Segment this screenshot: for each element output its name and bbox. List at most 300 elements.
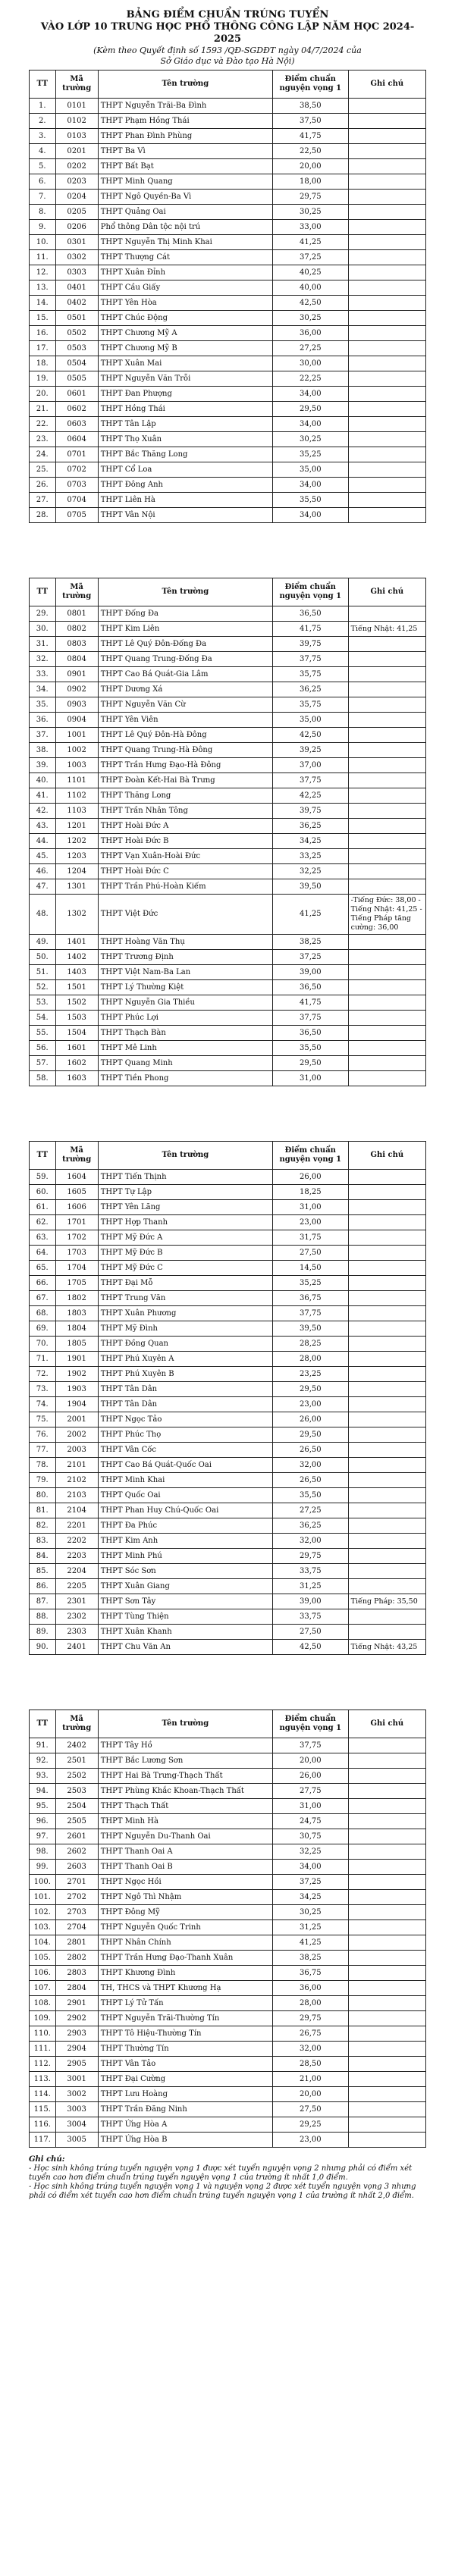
school-name: THPT Phúc Thọ	[98, 1427, 272, 1443]
table-row	[30, 1230, 426, 1246]
cutoff-score: 40,25	[272, 265, 348, 280]
school-name: THPT Nguyễn Thị Minh Khai	[98, 235, 272, 250]
score-table	[29, 1141, 426, 1655]
row-note	[348, 296, 425, 311]
school-name: THPT Phùng Khắc Khoan-Thạch Thất	[98, 1784, 272, 1799]
school-name: THPT Việt Nam-Ba Lan	[98, 965, 272, 980]
row-number: 65.	[30, 1261, 56, 1276]
cutoff-score: 18,00	[272, 174, 348, 190]
cutoff-score: 31,75	[272, 1230, 348, 1246]
row-note	[348, 1981, 425, 1996]
cutoff-score: 29,50	[272, 1382, 348, 1397]
cutoff-score: 35,00	[272, 462, 348, 478]
school-name: THPT Tự Lập	[98, 1185, 272, 1200]
cutoff-score: 31,00	[272, 1071, 348, 1086]
cutoff-score: 42,25	[272, 788, 348, 804]
school-name: THPT Quốc Oai	[98, 1488, 272, 1503]
school-name: THPT Kim Anh	[98, 1534, 272, 1549]
school-name: THPT Xuân Khanh	[98, 1625, 272, 1640]
school-name: THPT Nhân Chính	[98, 1935, 272, 1951]
row-note: Tiếng Nhật: 41,25	[348, 622, 425, 637]
row-note	[348, 1321, 425, 1337]
school-code: 2204	[55, 1564, 98, 1579]
school-code: 2202	[55, 1534, 98, 1549]
table-row	[30, 1352, 426, 1367]
table-row	[30, 1549, 426, 1564]
school-code: 0201	[55, 144, 98, 159]
cutoff-score: 36,50	[272, 980, 348, 995]
cutoff-score: 32,25	[272, 1844, 348, 1860]
school-name: THPT Thạch Thất	[98, 1799, 272, 1814]
row-note	[348, 432, 425, 447]
row-note	[348, 1337, 425, 1352]
school-name: THPT Trần Phú-Hoàn Kiếm	[98, 879, 272, 895]
cutoff-score: 36,75	[272, 1966, 348, 1981]
row-number: 54.	[30, 1011, 56, 1026]
row-number: 78.	[30, 1458, 56, 1473]
row-note	[348, 1966, 425, 1981]
school-code: 2402	[55, 1738, 98, 1753]
school-code: 0302	[55, 250, 98, 265]
school-name: Phổ thông Dân tộc nội trú	[98, 220, 272, 235]
table-row	[30, 129, 426, 144]
cutoff-score: 27,50	[272, 2102, 348, 2117]
school-name: THPT Vạn Xuân-Hoài Đức	[98, 849, 272, 864]
row-number: 105.	[30, 1951, 56, 1966]
table-row	[30, 235, 426, 250]
row-note	[348, 1352, 425, 1367]
school-name: THPT Xuân Mai	[98, 356, 272, 371]
row-note	[348, 478, 425, 493]
row-number: 12.	[30, 265, 56, 280]
school-name: THPT Chương Mỹ A	[98, 326, 272, 341]
school-code: 1704	[55, 1261, 98, 1276]
row-number: 55.	[30, 1026, 56, 1041]
school-code: 1403	[55, 965, 98, 980]
cutoff-score: 35,75	[272, 667, 348, 682]
row-note	[348, 1844, 425, 1860]
table-row	[30, 622, 426, 637]
table-row	[30, 788, 426, 804]
table-row	[30, 1579, 426, 1594]
cutoff-score: 29,75	[272, 2011, 348, 2026]
row-note	[348, 114, 425, 129]
row-number: 72.	[30, 1367, 56, 1382]
row-number: 60.	[30, 1185, 56, 1200]
cutoff-score: 36,50	[272, 606, 348, 622]
school-name: THPT Đại Cường	[98, 2072, 272, 2087]
row-note	[348, 1609, 425, 1625]
row-number: 116.	[30, 2117, 56, 2133]
row-note	[348, 2011, 425, 2026]
table-row	[30, 265, 426, 280]
table-row	[30, 1951, 426, 1966]
row-note	[348, 1056, 425, 1071]
cutoff-score: 37,50	[272, 114, 348, 129]
row-number: 106.	[30, 1966, 56, 1981]
school-code: 3004	[55, 2117, 98, 2133]
table-row	[30, 1427, 426, 1443]
row-number: 104.	[30, 1935, 56, 1951]
row-note	[348, 1951, 425, 1966]
cutoff-score: 37,75	[272, 1738, 348, 1753]
cutoff-score: 33,75	[272, 1609, 348, 1625]
table-row	[30, 995, 426, 1011]
table-row	[30, 1056, 426, 1071]
school-code: 2302	[55, 1609, 98, 1625]
row-note	[348, 1011, 425, 1026]
cutoff-score: 35,25	[272, 1276, 348, 1291]
row-number: 49.	[30, 935, 56, 950]
document-header	[29, 9, 426, 67]
row-note	[348, 356, 425, 371]
row-number: 85.	[30, 1564, 56, 1579]
school-code: 0103	[55, 129, 98, 144]
row-note	[348, 326, 425, 341]
school-name: THPT Bắc Thăng Long	[98, 447, 272, 462]
school-name: THPT Lê Quý Đôn-Hà Đông	[98, 728, 272, 743]
table-row	[30, 864, 426, 879]
row-note	[348, 1473, 425, 1488]
school-code: 0601	[55, 387, 98, 402]
school-code: 1601	[55, 1041, 98, 1056]
row-note	[348, 1412, 425, 1427]
row-number: 18.	[30, 356, 56, 371]
school-name: THPT Hai Bà Trưng-Thạch Thất	[98, 1769, 272, 1784]
table-row	[30, 1875, 426, 1890]
row-note	[348, 1518, 425, 1534]
row-note	[348, 1367, 425, 1382]
row-note	[348, 606, 425, 622]
score-table-block	[29, 1709, 426, 2148]
column-header-school-name: Tên trường	[98, 1142, 272, 1170]
row-note	[348, 190, 425, 205]
table-row	[30, 462, 426, 478]
school-name: THPT Bất Bạt	[98, 159, 272, 174]
row-number: 40.	[30, 773, 56, 788]
row-note	[348, 849, 425, 864]
table-row	[30, 1981, 426, 1996]
row-note	[348, 864, 425, 879]
row-number: 2.	[30, 114, 56, 129]
row-number: 90.	[30, 1640, 56, 1655]
row-number: 93.	[30, 1769, 56, 1784]
table-row	[30, 1473, 426, 1488]
school-name: THPT Mỹ Đức C	[98, 1261, 272, 1276]
cutoff-score: 28,50	[272, 2057, 348, 2072]
table-row	[30, 758, 426, 773]
row-note	[348, 995, 425, 1011]
row-number: 115.	[30, 2102, 56, 2117]
score-table	[29, 578, 426, 1086]
row-number: 23.	[30, 432, 56, 447]
cutoff-score: 37,75	[272, 1011, 348, 1026]
row-number: 27.	[30, 493, 56, 508]
table-row	[30, 1534, 426, 1549]
column-header-school-name: Tên trường	[98, 578, 272, 606]
row-number: 81.	[30, 1503, 56, 1518]
cutoff-score: 36,25	[272, 1518, 348, 1534]
school-name: THPT Liên Hà	[98, 493, 272, 508]
cutoff-score: 36,00	[272, 326, 348, 341]
school-code: 0505	[55, 371, 98, 387]
row-note	[348, 1276, 425, 1291]
school-code: 0202	[55, 159, 98, 174]
school-name: THPT Tiền Phong	[98, 1071, 272, 1086]
row-number: 34.	[30, 682, 56, 697]
school-code: 2902	[55, 2011, 98, 2026]
cutoff-score: 34,00	[272, 417, 348, 432]
row-note	[348, 1071, 425, 1086]
table-row	[30, 879, 426, 895]
row-number: 31.	[30, 637, 56, 652]
decision-reference: (Kèm theo Quyết định số 1593 /QĐ-SGDĐT ngày 04/7/2024 của	[93, 45, 362, 55]
table-row	[30, 2011, 426, 2026]
row-number: 56.	[30, 1041, 56, 1056]
school-code: 0204	[55, 190, 98, 205]
school-code: 1201	[55, 819, 98, 834]
row-note	[348, 682, 425, 697]
school-code: 1504	[55, 1026, 98, 1041]
table-row	[30, 356, 426, 371]
row-number: 92.	[30, 1753, 56, 1769]
table-row	[30, 190, 426, 205]
school-code: 0504	[55, 356, 98, 371]
school-name: THPT Đa Phúc	[98, 1518, 272, 1534]
table-row	[30, 935, 426, 950]
school-name: THPT Minh Quang	[98, 174, 272, 190]
cutoff-score: 39,50	[272, 1321, 348, 1337]
school-name: THPT Xuân Đỉnh	[98, 265, 272, 280]
table-row	[30, 1996, 426, 2011]
school-name: THPT Trần Hưng Đạo-Hà Đông	[98, 758, 272, 773]
school-code: 2001	[55, 1412, 98, 1427]
table-row	[30, 1844, 426, 1860]
row-note	[348, 2026, 425, 2042]
row-number: 62.	[30, 1215, 56, 1230]
row-number: 4.	[30, 144, 56, 159]
table-row	[30, 447, 426, 462]
school-name: THPT Yên Viên	[98, 713, 272, 728]
school-name: THPT Nguyễn Quốc Trinh	[98, 1920, 272, 1935]
school-name: THPT Quang Trung-Đống Đa	[98, 652, 272, 667]
school-code: 1302	[55, 895, 98, 935]
cutoff-score: 38,50	[272, 99, 348, 114]
row-number: 44.	[30, 834, 56, 849]
school-code: 1701	[55, 1215, 98, 1230]
cutoff-score: 36,25	[272, 819, 348, 834]
row-number: 8.	[30, 205, 56, 220]
row-note	[348, 773, 425, 788]
table-row	[30, 2042, 426, 2057]
school-code: 2904	[55, 2042, 98, 2057]
table-row	[30, 1814, 426, 1829]
table-row	[30, 1738, 426, 1753]
table-row	[30, 1291, 426, 1306]
row-number: 29.	[30, 606, 56, 622]
school-code: 1605	[55, 1185, 98, 1200]
cutoff-score: 30,00	[272, 356, 348, 371]
cutoff-score: 27,75	[272, 1784, 348, 1799]
row-number: 100.	[30, 1875, 56, 1890]
column-header-school-code: Mã trường	[55, 71, 98, 99]
column-header-school-code: Mã trường	[55, 1142, 98, 1170]
row-note	[348, 1875, 425, 1890]
table-row	[30, 280, 426, 296]
school-name: THPT Quảng Oai	[98, 205, 272, 220]
school-name: THPT Phạm Hồng Thái	[98, 114, 272, 129]
school-code: 0705	[55, 508, 98, 523]
row-note	[348, 1026, 425, 1041]
table-row	[30, 743, 426, 758]
row-note	[348, 1534, 425, 1549]
row-number: 51.	[30, 965, 56, 980]
cutoff-score: 39,50	[272, 879, 348, 895]
school-code: 2701	[55, 1875, 98, 1890]
row-number: 63.	[30, 1230, 56, 1246]
school-name: THPT Bắc Lương Sơn	[98, 1753, 272, 1769]
table-row	[30, 1200, 426, 1215]
table-row	[30, 819, 426, 834]
row-number: 61.	[30, 1200, 56, 1215]
school-name: THPT Hoài Đức B	[98, 834, 272, 849]
row-note	[348, 1996, 425, 2011]
table-row	[30, 1769, 426, 1784]
cutoff-score: 42,50	[272, 296, 348, 311]
cutoff-score: 30,25	[272, 205, 348, 220]
table-row	[30, 1564, 426, 1579]
school-code: 0603	[55, 417, 98, 432]
cutoff-score: 26,50	[272, 1443, 348, 1458]
row-number: 21.	[30, 402, 56, 417]
row-number: 102.	[30, 1905, 56, 1920]
school-code: 2704	[55, 1920, 98, 1935]
row-number: 58.	[30, 1071, 56, 1086]
table-row	[30, 682, 426, 697]
cutoff-score: 32,00	[272, 1458, 348, 1473]
school-name: THPT Ứng Hòa A	[98, 2117, 272, 2133]
row-number: 66.	[30, 1276, 56, 1291]
school-code: 1603	[55, 1071, 98, 1086]
table-row	[30, 205, 426, 220]
school-name: THPT Hợp Thanh	[98, 1215, 272, 1230]
cutoff-score: 36,75	[272, 1291, 348, 1306]
cutoff-score: 30,75	[272, 1829, 348, 1844]
cutoff-score: 32,25	[272, 864, 348, 879]
school-code: 1501	[55, 980, 98, 995]
school-name: THPT Yên Hòa	[98, 296, 272, 311]
row-note	[348, 2102, 425, 2117]
school-name: THPT Đoàn Kết-Hai Bà Trưng	[98, 773, 272, 788]
row-note	[348, 1443, 425, 1458]
school-name: THPT Xuân Giang	[98, 1579, 272, 1594]
table-row	[30, 773, 426, 788]
school-code: 2003	[55, 1443, 98, 1458]
cutoff-score: 29,50	[272, 402, 348, 417]
column-header-note: Ghi chú	[348, 578, 425, 606]
score-tables	[29, 70, 426, 2148]
school-code: 1904	[55, 1397, 98, 1412]
row-note	[348, 2072, 425, 2087]
row-number: 41.	[30, 788, 56, 804]
cutoff-score: 34,25	[272, 1890, 348, 1905]
school-code: 1902	[55, 1367, 98, 1382]
row-number: 103.	[30, 1920, 56, 1935]
row-number: 117.	[30, 2133, 56, 2148]
row-number: 26.	[30, 478, 56, 493]
score-table	[29, 70, 426, 523]
cutoff-score: 39,00	[272, 1594, 348, 1609]
row-number: 107.	[30, 1981, 56, 1996]
school-code: 0102	[55, 114, 98, 129]
cutoff-score: 40,00	[272, 280, 348, 296]
school-name: THPT Trung Văn	[98, 1291, 272, 1306]
school-name: THPT Cao Bá Quát-Quốc Oai	[98, 1458, 272, 1473]
cutoff-score: 20,00	[272, 1753, 348, 1769]
school-name: THPT Lưu Hoàng	[98, 2087, 272, 2102]
row-number: 99.	[30, 1860, 56, 1875]
row-note	[348, 1549, 425, 1564]
school-code: 0701	[55, 447, 98, 462]
school-code: 2802	[55, 1951, 98, 1966]
row-note	[348, 728, 425, 743]
cutoff-score: 35,50	[272, 1488, 348, 1503]
row-note	[348, 2057, 425, 2072]
school-name: THPT Phúc Lợi	[98, 1011, 272, 1026]
row-number: 114.	[30, 2087, 56, 2102]
row-number: 47.	[30, 879, 56, 895]
row-note	[348, 1905, 425, 1920]
row-number: 14.	[30, 296, 56, 311]
row-number: 96.	[30, 1814, 56, 1829]
row-note	[348, 697, 425, 713]
school-code: 2002	[55, 1427, 98, 1443]
cutoff-score: 36,25	[272, 682, 348, 697]
school-name: THPT Thường Tín	[98, 2042, 272, 2057]
cutoff-score: 24,75	[272, 1814, 348, 1829]
table-row	[30, 1518, 426, 1534]
cutoff-score: 38,25	[272, 935, 348, 950]
school-name: THPT Trần Hưng Đạo-Thanh Xuân	[98, 1951, 272, 1966]
school-name: THPT Lý Tử Tấn	[98, 1996, 272, 2011]
table-row	[30, 1041, 426, 1056]
school-code: 2903	[55, 2026, 98, 2042]
row-number: 87.	[30, 1594, 56, 1609]
row-number: 86.	[30, 1579, 56, 1594]
school-name: THPT Ba Vì	[98, 144, 272, 159]
row-number: 45.	[30, 849, 56, 864]
school-name: THPT Thăng Long	[98, 788, 272, 804]
cutoff-score: 33,75	[272, 1564, 348, 1579]
score-table-block	[29, 578, 426, 1086]
row-number: 36.	[30, 713, 56, 728]
column-header-note: Ghi chú	[348, 71, 425, 99]
table-row	[30, 834, 426, 849]
table-row	[30, 1443, 426, 1458]
cutoff-score: 41,75	[272, 129, 348, 144]
row-note	[348, 2087, 425, 2102]
table-row	[30, 1905, 426, 1920]
cutoff-score: 34,00	[272, 1860, 348, 1875]
school-code: 2103	[55, 1488, 98, 1503]
school-code: 0502	[55, 326, 98, 341]
row-number: 22.	[30, 417, 56, 432]
table-row	[30, 1594, 426, 1609]
table-row	[30, 1503, 426, 1518]
cutoff-score: 41,75	[272, 995, 348, 1011]
row-note	[348, 667, 425, 682]
school-code: 2303	[55, 1625, 98, 1640]
